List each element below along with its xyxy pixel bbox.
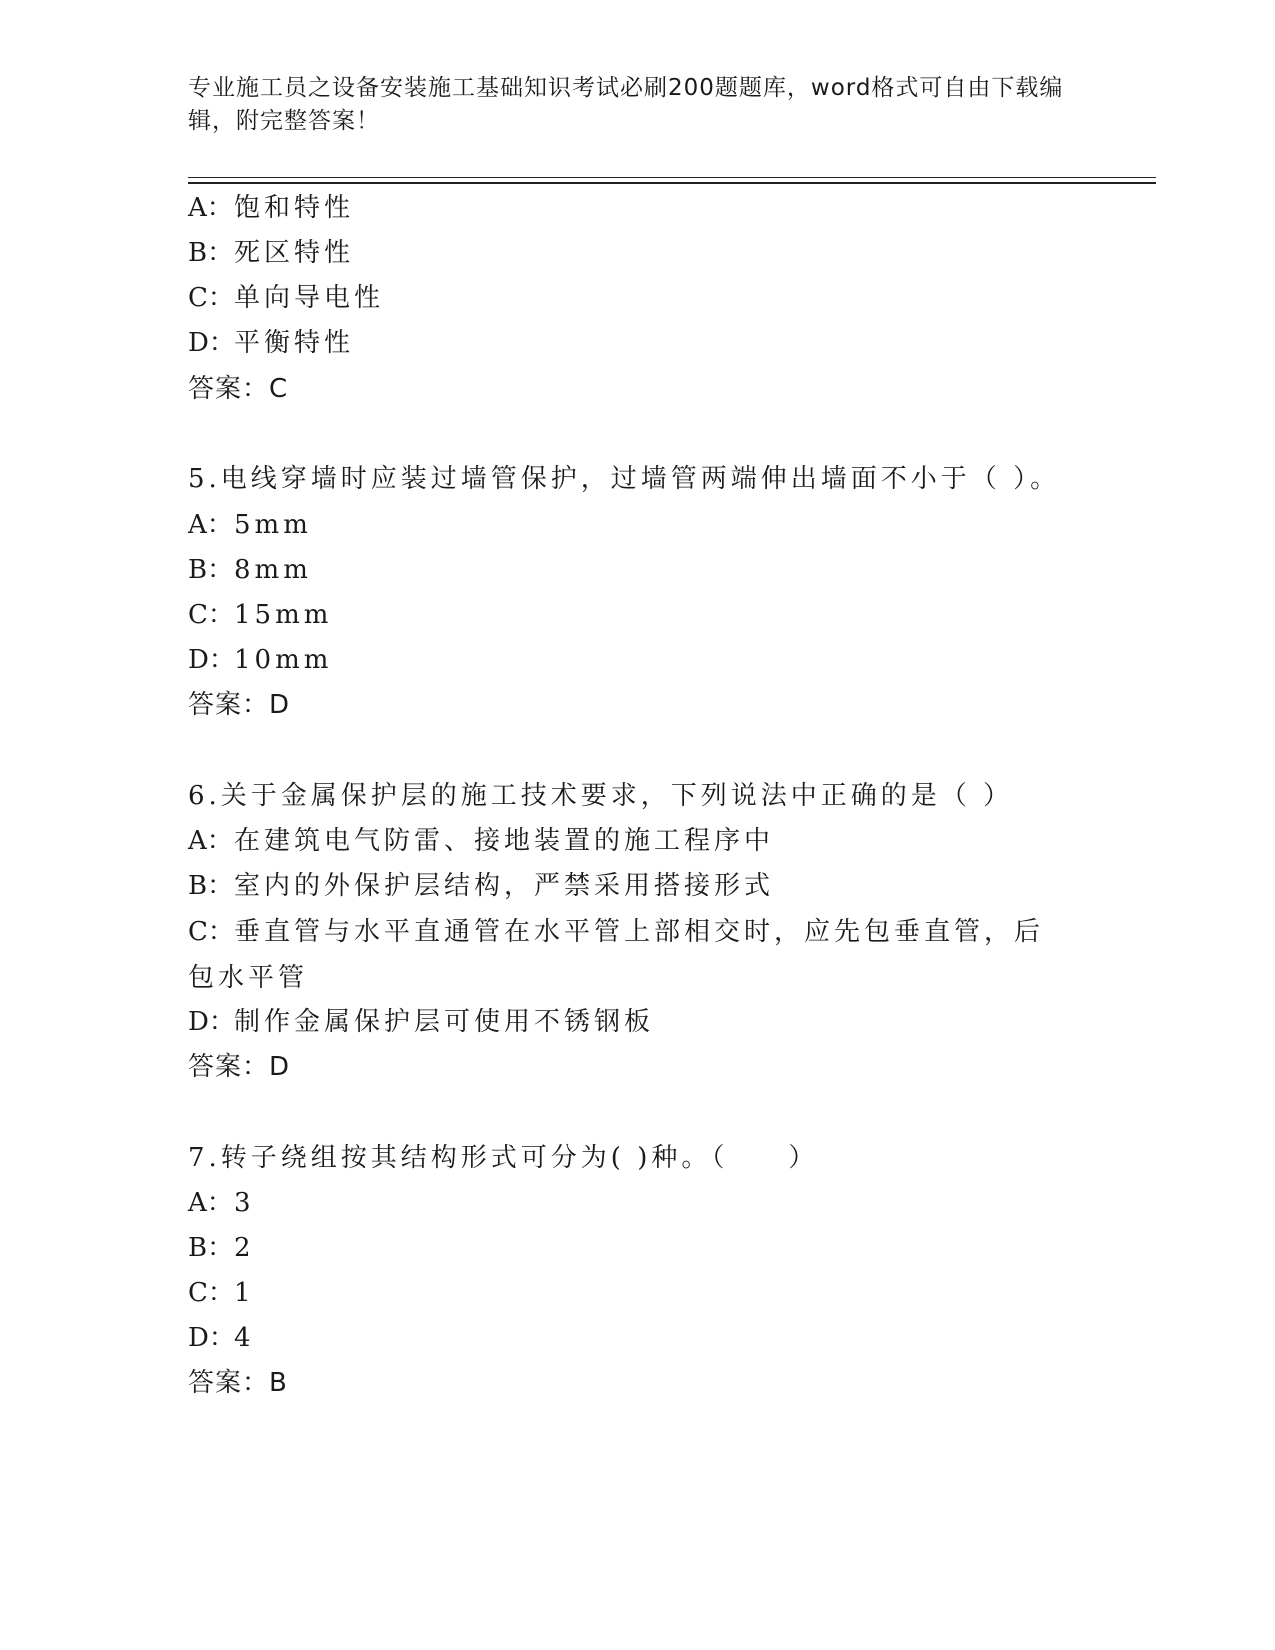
option-text: 室内的外保护层结构，严禁采用搭接形式 [234,871,775,901]
option-text: 5mm [234,510,312,540]
q5-stem: 5.电线穿墙时应装过墙管保护，过墙管两端伸出墙面不小于（ ）。 [188,464,1061,494]
q6-option-b [188,871,774,901]
q6-option-c [188,909,1068,1001]
q5-option-b [188,555,312,585]
option-letter: A： [188,193,233,223]
q5-option-a [188,510,312,540]
q5-answer: 答案：D [188,690,291,720]
option-letter: C： [188,1278,234,1308]
option-letter: D： [188,328,235,358]
option-text: 平衡特性 [234,328,355,358]
option-letter: C： [188,917,234,947]
option-text: 15mm [234,600,333,630]
q7-option-d [188,1323,255,1353]
option-text: 1 [234,1278,255,1308]
option-letter: D： [188,645,235,675]
option-letter: B： [188,871,234,901]
option-letter: A： [188,1188,233,1218]
q7-stem: 7.转子绕组按其结构形式可分为( )种。（ ） [188,1143,819,1173]
q6-answer: 答案：D [188,1052,291,1082]
option-text: 2 [234,1233,255,1263]
q4-option-c [188,283,384,313]
option-letter: C： [188,600,234,630]
option-text: 8mm [234,555,312,585]
option-text: 单向导电性 [234,283,385,313]
q4-answer: 答案：C [188,374,289,404]
q7-option-a [188,1188,255,1218]
q6-option-d [188,1007,654,1037]
option-letter: D： [188,1323,235,1353]
option-letter: A： [188,510,233,540]
option-text: 制作金属保护层可使用不锈钢板 [234,1007,655,1037]
document-header: 专业施工员之设备安装施工基础知识考试必刷200题题库，word格式可自由下载编辑，附完整答案！ [188,75,1064,134]
option-letter: B： [188,238,234,268]
option-text: 3 [234,1188,255,1218]
option-letter: B： [188,1233,234,1263]
option-text: 4 [234,1323,255,1353]
option-text: 饱和特性 [234,193,355,223]
option-text: 死区特性 [234,238,355,268]
option-letter: A： [188,826,233,856]
q6-stem: 6.关于金属保护层的施工技术要求，下列说法中正确的是（ ） [188,781,1014,811]
option-letter: C： [188,283,234,313]
option-letter: B： [188,555,234,585]
q4-option-d [188,328,354,358]
q4-option-b [188,238,354,268]
q5-option-d [188,645,332,675]
q7-option-c [188,1278,255,1308]
q7-answer: 答案：B [188,1368,288,1398]
option-text: 在建筑电气防雷、接地装置的施工程序中 [234,826,775,856]
header-divider-thick [188,182,1156,184]
option-text: 10mm [234,645,333,675]
header-divider-thin [188,177,1156,178]
q6-option-a [188,826,774,856]
option-letter: D： [188,1007,235,1037]
q4-option-a [188,193,354,223]
option-text: 垂直管与水平直通管在水平管上部相交时，应先包垂直管，后包水平管 [188,917,1045,993]
q5-option-c [188,600,332,630]
q7-option-b [188,1233,255,1263]
